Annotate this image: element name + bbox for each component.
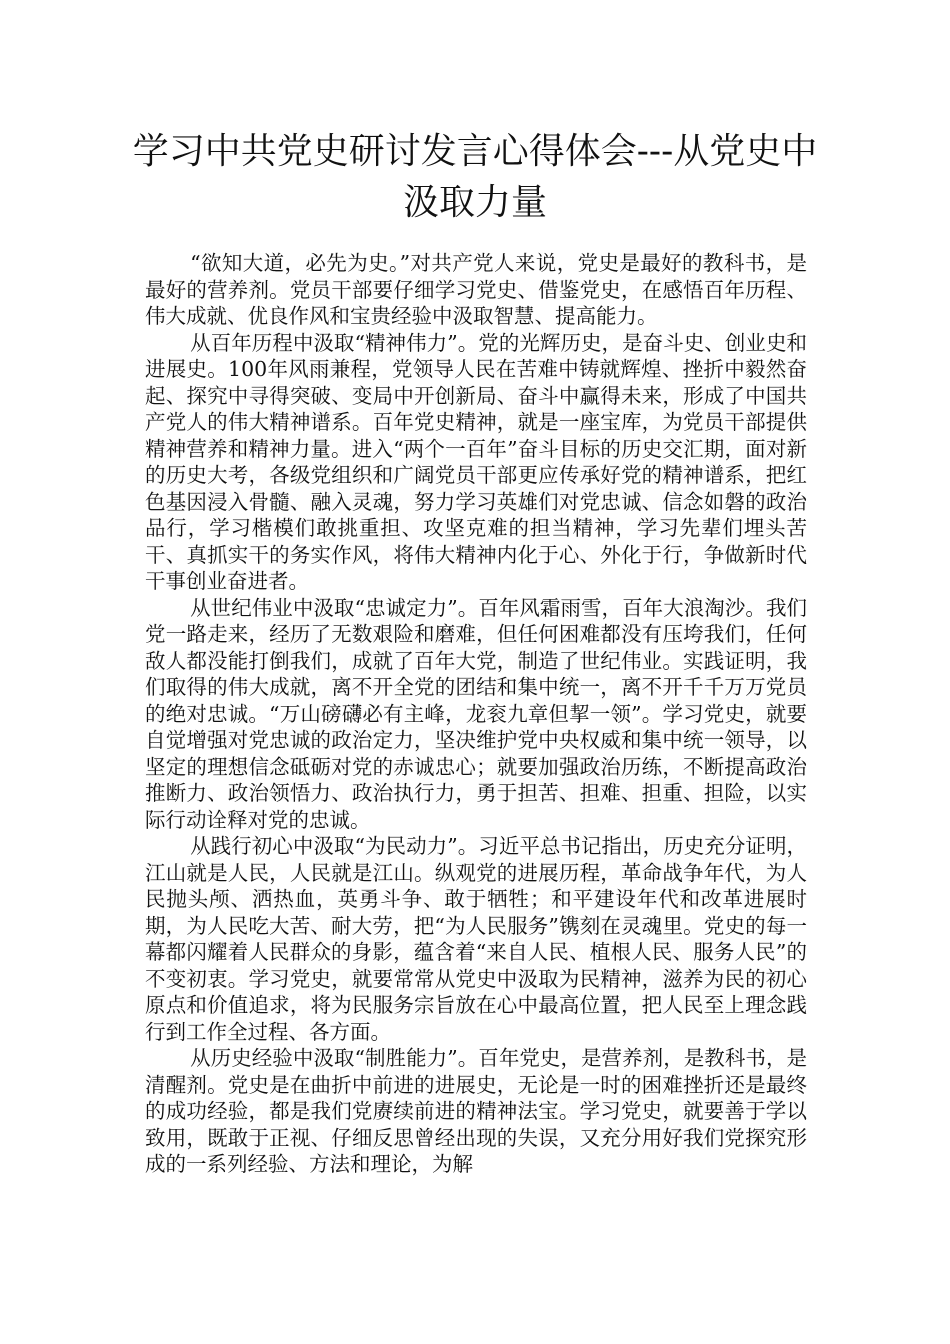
paragraph-loyalty: 从世纪伟业中汲取“忠诚定力”。百年风霜雨雪，百年大浪淘沙。我们党一路走来，经历了无数艰险和磨难，但任何困难都没有压垮我们，任何敌人都没能打倒我们，成就了百年大党，制造了世纪伟业。实践证明，我们取得的伟大成就，离不开全党的团结和集中统一，离不开千千万万党员的绝对忠诚。“万山磅礴必有主峰，龙衮九章但挈一领”。学习党史，就要自觉增强对党忠诚的政治定力，坚决维护党中央权威和集中统一领导，以坚定的理想信念砥砺对党的赤诚忠心；就要加强政治历练，不断提高政治推断力、政治领悟力、政治执行力，勇于担苦、担难、担重、担险，以实际行动诠释对党的忠诚。 [145, 595, 807, 832]
paragraph-people: 从践行初心中汲取“为民动力”。习近平总书记指出，历史充分证明，江山就是人民，人民就是江山。纵观党的进展历程，革命战争年代，为人民抛头颅、洒热血，英勇斗争、敢于牺牲；和平建设年代和改革进展时期，为人民吃大苦、耐大劳，把“为人民服务”镌刻在灵魂里。党史的每一幕都闪耀着人民群众的身影，蕴含着“来自人民、植根人民、服务人民”的不变初衷。学习党史，就要常常从党史中汲取为民精神，滋养为民的初心原点和价值追求，将为民服务宗旨放在心中最高位置，把人民至上理念践行到工作全过程、各方面。 [145, 834, 807, 1044]
document-title: 学习中共党史研讨发言心得体会---从党史中汲取力量 [132, 131, 818, 223]
paragraph-spirit: 从百年历程中汲取“精神伟力”。党的光辉历史，是奋斗史、创业史和进展史。100年风雨兼程，党领导人民在苦难中铸就辉煌、挫折中毅然奋起、探究中寻得突破、变局中开创新局、奋斗中赢得未来，形成了中国共产党人的伟大精神谱系。百年党史精神，就是一座宝库，为党员干部提供精神营养和精神力量。进入“两个一百年”奋斗目标的历史交汇期，面对新的历史大考，各级党组织和广阔党员干部更应传承好党的精神谱系，把红色基因浸入骨髓、融入灵魂，努力学习英雄们对党忠诚、信念如磐的政治品行，学习楷模们敢挑重担、攻坚克难的担当精神，学习先辈们埋头苦干、真抓实干的务实作风，将伟大精神内化于心、外化于行，争做新时代干事创业奋进者。 [145, 330, 807, 593]
document-body [145, 250, 807, 1178]
paragraph-intro: “欲知大道，必先为史。”对共产党人来说，党史是最好的教科书，是最好的营养剂。党员干部要仔细学习党史、借鉴党史，在感悟百年历程、伟大成就、优良作风和宝贵经验中汲取智慧、提高能力。 [145, 251, 807, 328]
paragraph-experience: 从历史经验中汲取“制胜能力”。百年党史，是营养剂，是教科书，是清醒剂。党史是在曲折中前进的进展史，无论是一时的困难挫折还是最终的成功经验，都是我们党赓续前进的精神法宝。学习党史，就要善于学以致用，既敢于正视、仔细反思曾经出现的失误，又充分用好我们党探究形成的一系列经验、方法和理论，为解 [145, 1046, 807, 1176]
